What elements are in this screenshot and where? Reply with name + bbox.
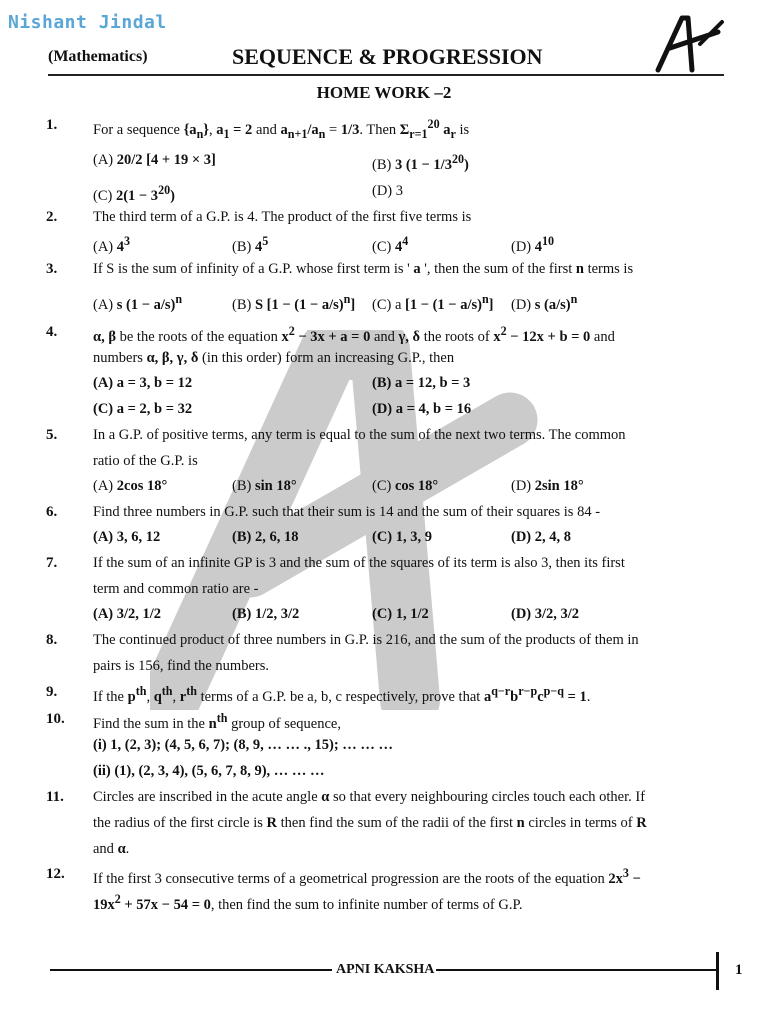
footer-vertical-bar (716, 952, 719, 990)
option-a: (A) s $(1 - a/s)^n$ (93, 292, 183, 313)
option-c: (C) $4^4$ (372, 234, 409, 255)
question-number: 11. (46, 789, 64, 805)
question-number: 10. (46, 711, 65, 727)
question-number: 1. (46, 117, 58, 133)
question-text: Find the sum in the $n^{th}$ group of sequence, (93, 711, 341, 732)
option-b: (B) S $[1 - (1 - a/s)^n]$ (232, 292, 356, 313)
question-text: If S is the sum of infinity of a G.P. whose first term is ' a ', then the sum of the first n terms is (93, 261, 634, 277)
option-b: (B) 2, 6, 18 (232, 529, 299, 545)
option-c: (C) a = 2, b = 32 (93, 401, 193, 417)
question-number: 5. (46, 427, 58, 443)
header-divider (48, 74, 724, 76)
option-c: (C) 1, 3, 9 (372, 529, 433, 545)
option-b: (B) 3 $(1 - 1/3^{20})$ (372, 152, 469, 173)
question-text: pairs is 156, find the numbers. (93, 658, 269, 674)
homework-heading: HOME WORK –2 (316, 83, 452, 102)
option-a: (A) 3/2, 1/2 (93, 606, 162, 622)
option-d: (D) $4^{10}$ (511, 234, 555, 255)
option-b: (B) $4^5$ (232, 234, 269, 255)
question-number: 3. (46, 261, 58, 277)
footer-divider-right (436, 969, 716, 971)
question-text: α, β be the roots of the equation $x^2 - 3x + a = 0$ and γ, δ the roots of $x^2 - 12x + b = 0$ and (93, 324, 615, 345)
page-number: 1 (735, 962, 743, 978)
question-number: 7. (46, 555, 58, 571)
option-c: (C) 1, 1/2 (372, 606, 429, 622)
question-text: For a sequence $\{a_n\}$, $a_1 = 2$ and $a_{n+1}/a_n = 1/3$. Then $\Sigma_{r=1}^{20}$ $a_r$ is (93, 117, 470, 141)
sequence-line-ii: (ii) (1), (2, 3, 4), (5, 6, 7, 8, 9), … … … (93, 763, 325, 779)
option-c: (C) a $[1 - (1 - a/s)^n]$ (372, 292, 494, 313)
question-text: The third term of a G.P. is 4. The product of the first five terms is (93, 209, 472, 225)
question-number: 6. (46, 504, 58, 520)
question-text: If the first 3 consecutive terms of a geometrical progression are the roots of the equation $2x^3$ − (93, 866, 641, 887)
option-a: (A) a = 3, b = 12 (93, 375, 193, 391)
footer-brand: APNI KAKSHA (336, 962, 435, 977)
footer-divider-left (50, 969, 332, 971)
option-a: (A) 2cos 18° (93, 478, 168, 494)
option-b: (B) 1/2, 3/2 (232, 606, 300, 622)
option-d: (D) 2, 4, 8 (511, 529, 572, 545)
page-title: SEQUENCE & PROGRESSION (232, 44, 543, 69)
option-d: (D) 2sin 18° (511, 478, 584, 494)
question-text: The continued product of three numbers in G.P. is 216, and the sum of the products of them in (93, 632, 639, 648)
question-number: 4. (46, 324, 58, 340)
option-d: (D) s $(a/s)^n$ (511, 292, 578, 313)
question-text: and α. (93, 841, 130, 857)
option-c: (C) $2(1 - 3^{20})$ (93, 183, 175, 204)
apni-kaksha-logo (648, 14, 726, 79)
author-name: Nishant Jindal (8, 12, 167, 33)
option-a: (A) 20/2 [4 + 19 × 3] (93, 152, 216, 168)
question-number: 12. (46, 866, 65, 882)
option-b: (B) sin 18° (232, 478, 297, 494)
question-text: numbers α, β, γ, δ (in this order) form an increasing G.P., then (93, 350, 455, 366)
option-a: (A) $4^3$ (93, 234, 131, 255)
option-d: (D) 3 (372, 183, 404, 199)
question-number: 8. (46, 632, 58, 648)
option-d: (D) a = 4, b = 16 (372, 401, 472, 417)
option-c: (C) cos 18° (372, 478, 439, 494)
option-b: (B) a = 12, b = 3 (372, 375, 471, 391)
question-number: 9. (46, 684, 58, 700)
question-number: 2. (46, 209, 58, 225)
question-text: Find three numbers in G.P. such that their sum is 14 and the sum of their squares is 84 - (93, 504, 601, 520)
question-text: If the $p^{th}$, $q^{th}$, $r^{th}$ terms of a G.P. be a, b, c respectively, prove that $a^{q-r}b^{r-p}c^{p-q} = 1$. (93, 684, 591, 705)
question-text: $19x^2 + 57x - 54 = 0$, then find the sum to infinite number of terms of G.P. (93, 892, 523, 913)
question-text: ratio of the G.P. is (93, 453, 198, 469)
sequence-line-i: (i) 1, (2, 3); (4, 5, 6, 7); (8, 9, … … ., 15); … … … (93, 737, 394, 753)
question-text: In a G.P. of positive terms, any term is equal to the sum of the next two terms. The common (93, 427, 626, 443)
question-text: If the sum of an infinite GP is 3 and the sum of the squares of its term is also 3, then its first (93, 555, 625, 571)
subject-label: (Mathematics) (48, 48, 148, 65)
option-d: (D) 3/2, 3/2 (511, 606, 580, 622)
option-a: (A) 3, 6, 12 (93, 529, 161, 545)
question-text: the radius of the first circle is R then find the sum of the radii of the first n circles in terms of R (93, 815, 647, 831)
question-text: term and common ratio are - (93, 581, 259, 597)
question-text: Circles are inscribed in the acute angle α so that every neighbouring circles touch each other. If (93, 789, 646, 805)
